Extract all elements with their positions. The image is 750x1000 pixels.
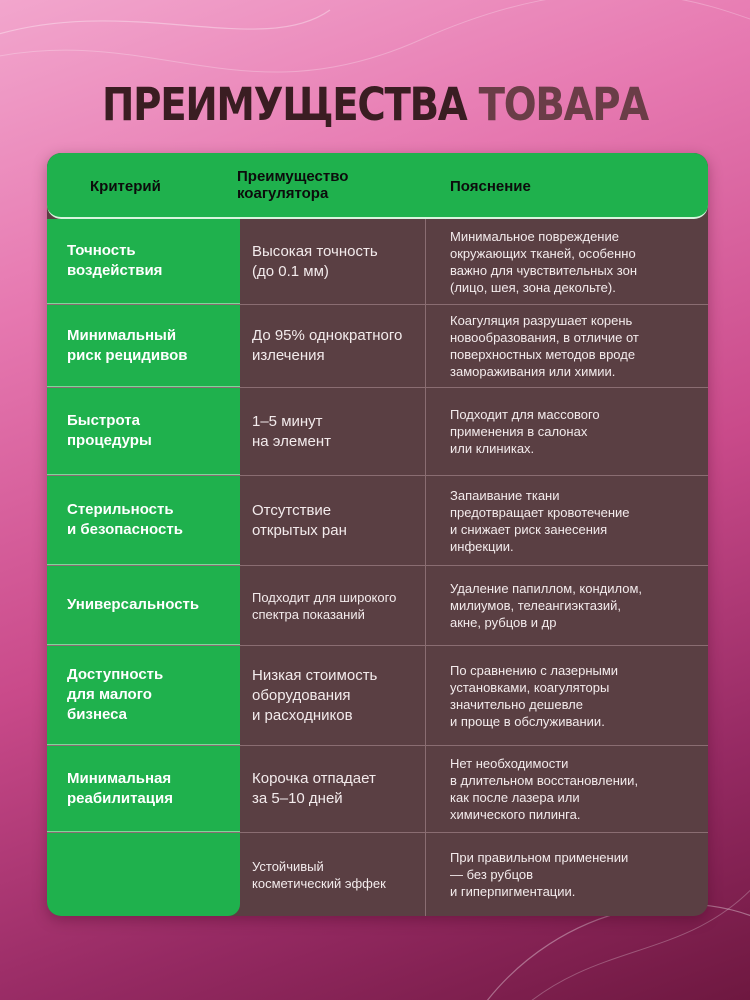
row-explanation: Коагуляция разрушает корень новообразования, в отличие от поверхностных методов вроде замораживания или химии. [450,313,639,379]
row-criterion: Универсальность [47,566,240,645]
row-advantage: До 95% однократного излечения [240,305,426,387]
table-row [47,305,708,388]
row-advantage: Подходит для широкого спектра показаний [240,566,426,645]
row-advantage: Высокая точность (до 0.1 мм) [240,219,426,304]
row-explanation: Нет необходимости в длительном восстановлении, как после лазера или химического пилинга. [450,756,639,822]
table-row [47,219,708,305]
row-criterion [47,833,240,916]
header-advantage: Преимущество коагулятора [237,168,349,202]
header-explanation: Пояснение [450,178,531,195]
row-advantage: Корочка отпадает за 5–10 дней [240,746,426,832]
row-criterion: Стерильность и безопасность [47,476,240,565]
table-row [47,566,708,646]
row-explanation: Подходит для массового применения в салонах или клиниках. [450,407,600,456]
comparison-table [47,153,708,916]
row-criterion: Минимальная реабилитация [47,746,240,832]
page-title [53,78,698,131]
table-row [47,646,708,746]
table-row [47,833,708,916]
table-row [47,476,708,566]
row-advantage: Устойчивый косметический эффек [240,833,426,916]
row-explanation: При правильном применении — без рубцов и гиперпигментации. [450,850,629,899]
row-advantage: Отсутствие открытых ран [240,476,426,565]
title-part1: ПРЕИМУЩЕСТВА [102,78,467,131]
row-criterion: Быстрота процедуры [47,388,240,475]
row-explanation: Удаление папиллом, кондилом, милиумов, телеангиэктазий, акне, рубцов и др [450,581,643,630]
title-part2: ТОВАРА [478,78,648,131]
row-explanation: Минимальное повреждение окружающих тканей, особенно важно для чувствительных зон (лицо, шея, зона декольте). [450,228,638,295]
row-explanation: По сравнению с лазерными установками, коагуляторы значительно дешевле и проще в обслуживании. [450,662,619,729]
table-row [47,746,708,833]
row-criterion: Точность воздействия [47,219,240,304]
header-criterion: Критерий [90,178,161,195]
row-advantage: 1–5 минут на элемент [240,388,426,475]
table-row [47,388,708,476]
row-advantage: Низкая стоимость оборудования и расходников [240,646,426,745]
row-explanation: Запаивание ткани предотвращает кровотечение и снижает риск занесения инфекции. [450,487,630,554]
row-criterion: Минимальный риск рецидивов [47,305,240,387]
table-header [47,153,708,219]
row-criterion: Доступность для малого бизнеса [47,646,240,745]
